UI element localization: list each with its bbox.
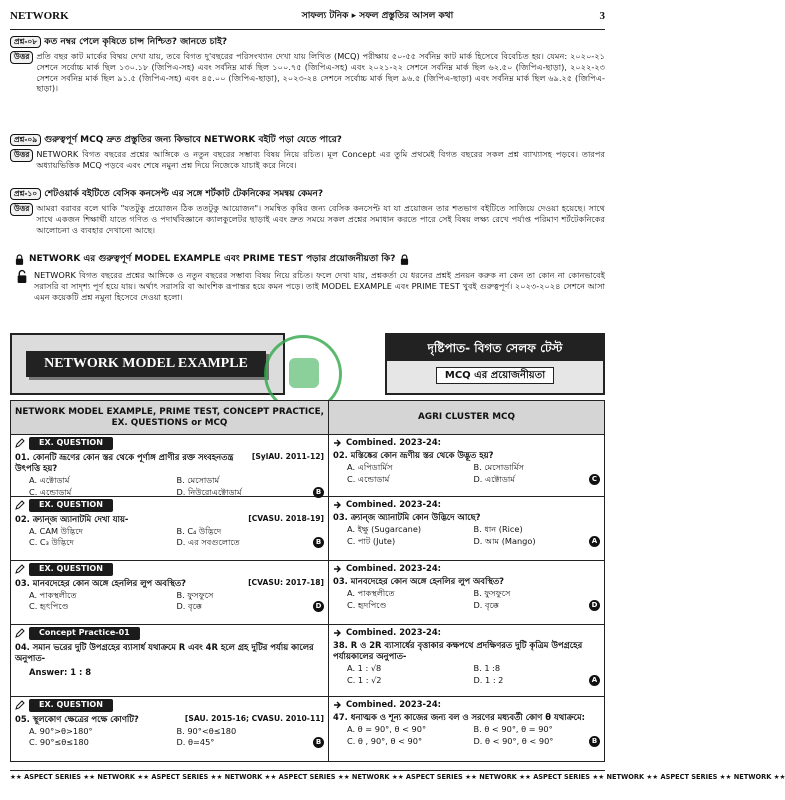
qa-item <box>10 188 605 235</box>
arrow-icon <box>333 439 342 447</box>
banner-right-title: দৃষ্টিপাত- বিগত সেলফ টেস্ট <box>387 335 603 361</box>
banner-right <box>385 333 605 395</box>
lock-icon <box>15 254 24 265</box>
option-b: B. ধান (Rice) <box>473 524 523 535</box>
question-type-chip: EX. QUESTION <box>29 699 113 712</box>
exam-label: Combined. 2023-24: <box>346 627 442 637</box>
page-footer: ★★ ASPECT SERIES ★★ NETWORK ★★ ASPECT SERIES ★★ NETWORK ★★ ASPECT SERIES ★★ NETWORK ★★ ASPECT SERIES ★★ NETWORK ★★ ASPECT SERIES ★★ NETWORK ★★ ASPECT SERIES ★★ NETWORK ★★ <box>10 770 605 782</box>
option-a: A. এক্টোডার্ম <box>29 474 70 485</box>
table-cell-left <box>11 697 329 761</box>
answer-badge: A <box>589 536 600 547</box>
option-d: D. এর সবগুলোতে <box>176 537 240 548</box>
importance-heading: NETWORK এর গুরুত্বপূর্ণ MODEL EXAMPLE এবং PRIME TEST পড়ার প্রয়োজনীয়তা কি? <box>29 254 396 264</box>
option-d: D. বৃক্কে <box>176 601 202 612</box>
option-c: C. হৃদপিণ্ডে <box>347 600 387 611</box>
option-c: C. পাট (Jute) <box>347 536 396 547</box>
answer-badge: A <box>589 675 600 686</box>
exam-label: Combined. 2023-24: <box>346 563 442 573</box>
table-cell-right <box>329 625 604 697</box>
exam-label: Combined. 2023-24: <box>346 437 442 447</box>
option-c: C. θ , 90°, θ < 90° <box>347 736 423 747</box>
option-d: D. 1 : 2 <box>473 675 504 686</box>
lock-icon <box>400 254 409 265</box>
option-d: D. নিউরোএক্টোডার্ম <box>176 486 242 497</box>
question-text: গুরুত্বপূর্ণ MCQ দ্রুত প্রস্তুতির জন্য কিভাবে NETWORK বইটি পড়া যেতে পারে? <box>44 135 342 145</box>
answer-badge: C <box>589 474 600 485</box>
arrow-icon <box>333 565 342 573</box>
answer-badge: D <box>589 600 600 611</box>
banner-left <box>10 333 285 395</box>
table-cell-right <box>329 561 604 625</box>
question-text: 02. মস্তিষ্কের কোন ভ্রূণীয় স্তর থেকে উদ্ভূত হয়? <box>333 450 494 461</box>
page-number: 3 <box>599 10 605 23</box>
question-tag: প্রশ্ন-০৯ <box>10 134 41 146</box>
option-b: B. মেসোডার্মিস <box>473 462 524 473</box>
table-cell-left <box>11 561 329 625</box>
comparison-table <box>10 400 605 762</box>
answer-badge: B <box>313 737 324 748</box>
question-text: 03. মানবদেহের কোন অঙ্গে হেনলির লুপ অবস্থিত? <box>15 577 187 588</box>
option-d: D. θ=45° <box>176 737 215 748</box>
banner-right-subtitle: MCQ এর প্রয়োজনীয়তা <box>436 367 554 384</box>
option-a: A. পাকস্থলীতে <box>347 588 395 599</box>
qa-item <box>10 134 605 171</box>
option-d: D. θ < 90°, θ < 90° <box>473 736 554 747</box>
pencil-icon <box>15 564 25 574</box>
answer-tag: উত্তর <box>10 203 33 216</box>
question-text: শেটওয়ার্ক বইটিতে বেসিক কনসেপ্ট এর সঙ্গে শর্টকাট টেকনিকের সমন্বয় কেমন? <box>44 189 324 199</box>
option-a: A. θ = 90°, θ < 90° <box>347 724 427 735</box>
option-c: C. এন্ডোডার্ম <box>347 474 390 485</box>
question-text: 38. R ও 2R ব্যাসার্ধের বৃত্তাকার কক্ষপথে প্রদক্ষিণরত দুটি কৃত্রিম উপগ্রহের পর্যায়কালের অনুপাত- <box>333 640 583 662</box>
answer-badge: B <box>313 487 324 498</box>
option-b: B. 90°<θ≤180 <box>176 725 237 736</box>
option-b: B. θ < 90°, θ = 90° <box>473 724 553 735</box>
option-b: B. 1 :8 <box>473 663 501 674</box>
question-text: কত নম্বর পেলে কৃষিতে চান্স নিশ্চিত? জানতে চাই? <box>44 37 228 47</box>
answer-tag: উত্তর <box>10 51 33 64</box>
option-a: A. 90°>θ>180° <box>29 725 93 736</box>
table-cell-right <box>329 497 604 561</box>
importance-section <box>10 254 605 302</box>
right-column-header: AGRI CLUSTER MCQ <box>329 401 604 435</box>
qa-item <box>10 36 605 94</box>
option-a: A. CAM উদ্ভিদে <box>29 525 83 536</box>
table-cell-right <box>329 435 604 497</box>
question-text: 03. ক্র্যান্জ অ্যানাটমি কোন উদ্ভিদে আছে? <box>333 512 481 523</box>
option-a: A. 1 : √8 <box>347 663 382 674</box>
option-a: A. ইক্ষু (Sugarcane) <box>347 524 422 535</box>
table-cell-left <box>11 497 329 561</box>
option-c: C. 90°≤θ≤180 <box>29 737 89 748</box>
exam-label: Combined. 2023-24: <box>346 499 442 509</box>
option-b: B. C₄ উদ্ভিদে <box>176 525 222 536</box>
section-title: NETWORK <box>10 10 69 23</box>
answer-text: আমরা বরাবর বলে থাকি "যতটুকু প্রয়োজন ঠিক ততটুকু আয়োজন"। সমন্বিত কৃষির জন্য বেসিক কনসেপ্ট যা যা প্রয়োজন তার শতভাগ বইটিতে সাজিয়ে দেওয়া হয়েছে। সাথে সাথে একজন শিক্ষার্থী যাতে গণিত ও পদার্থবিজ্ঞানে ক্যালকুলেটর ছাড়াই এবং দ্রুত সময়ে সকল প্রশ্নের সমাধান করতে পারে সেই বিষয় লক্ষ্য রেখে পর্যাপ্ত পরিমাণ শর্টটেকনিকের আলোচনা ও ব্যবহার দেখানো আছে। <box>36 202 605 235</box>
question-text: 01. কোনটি ভ্রূণের কোন স্তর থেকে পূর্ণাঙ্গ প্রাণীর রক্ত সংবহনতন্ত্র উৎপত্তি হয়? <box>15 451 234 473</box>
answer-badge: B <box>313 537 324 548</box>
question-text: 05. স্থূলকোণ ক্ষেত্রের পক্ষে কোণটি? <box>15 713 139 724</box>
option-b: B. ফুসফুসে <box>473 588 511 599</box>
question-source: [CVASU. 2018-19] <box>248 513 324 523</box>
answer-badge: D <box>313 601 324 612</box>
exam-label: Combined. 2023-24: <box>346 699 442 709</box>
answer-tag: উত্তর <box>10 149 33 162</box>
pencil-icon <box>15 700 25 710</box>
option-c: C. হৃৎপিণ্ডে <box>29 601 69 612</box>
answer-badge: B <box>589 736 600 747</box>
table-cell-left <box>11 625 329 697</box>
question-tag: প্রশ্ন-০৮ <box>10 36 41 48</box>
arrow-icon <box>333 701 342 709</box>
option-b: B. মেসোডার্ম <box>176 474 220 485</box>
option-c: C. C₃ উদ্ভিদে <box>29 537 74 548</box>
pencil-icon <box>15 438 25 448</box>
question-text: 47. ধনাত্মক ও শূন্য কাজের জন্য বল ও সরণের মধ্যবর্তী কোণ θ যথাক্রমে: <box>333 712 585 723</box>
question-text: 02. ক্র্যান্জ অ্যানাটমি দেখা যায়- <box>15 513 129 524</box>
option-b: B. ফুসফুসে <box>176 589 214 600</box>
question-text: 04. সমান ভরের দুটি উপগ্রহের ব্যাসার্ধ যথাক্রমে R এবং 4R হলে গ্রহ দুটির পর্যায় কালের অনুপাত- <box>15 641 314 663</box>
question-text: 03. মানবদেহের কোন অঙ্গে হেনলির লুপ অবস্থিত? <box>333 576 505 587</box>
answer-text: প্রতি বছর কাট মার্কের বিষ্ময় দেখা যায়, তবে বিগত দু'বছরের পরিসংখ্যান দেখা যায় লিখিত (MCQ) পরীক্ষায় ৫০-৫৫ সর্বনিম্ন কাট মার্ক হিসেবে বিবেচিত হয়। যেমন: ২০২০-২১ সেশনে সর্বোচ্চ মার্ক ছিল ১৩০.১৮ (জিপিএ-সহ) এবং সর্বনিম্ন মার্ক ছিল ১০০.৭৫ (জিপিএ-সহ) এবং ২০২১-২২ সেশনে সর্বনিম্ন মার্ক ছিল ৬২.৫০ (জিপিএ-ছাড়া), ২০২২-২৩ সেশনে সর্বনিম্ন মার্ক ছিল ৯১.৫ (জিপিএ-সহ) এবং ৪৫.০০ (জিপিএ-ছাড়া), ২০২৩-২৪ সেশনে সর্বোচ্চ মার্ক ছিল ৯৬.৫ (জিপিএ-ছাড়া) এবং সর্বনিম্ন মার্ক ছিল ৬৯.২৫ (জিপিএ-ছাড়া)। <box>36 50 605 94</box>
arrow-icon <box>333 501 342 509</box>
question-source: [SAU. 2015-16; CVASU. 2010-11] <box>184 713 324 723</box>
table-cell-right <box>329 697 604 761</box>
option-a: A. পাকস্থলীতে <box>29 589 77 600</box>
left-column-header: NETWORK MODEL EXAMPLE, PRIME TEST, CONCEPT PRACTICE, EX. QUESTIONS or MCQ <box>11 401 329 435</box>
answer-text: NETWORK বিগত বছরের প্রশ্নের আঙ্গিকে ও নতুন বছরের সম্ভাব্য বিষয় নিয়ে রচিত। মূল Concept এর তুমি প্রথমেই বিগত বছরের সকল প্রশ্ন ব্যাখ্যাসহ পড়বে। তারপর অধ্যায়ভিত্তিক MCQ পড়বে এবং শেষে নমুনা প্রশ্ন দিয়ে নিজেকে যাচাই করে নিবে। <box>36 148 605 170</box>
pencil-icon <box>15 500 25 510</box>
option-d: D. এক্টোডার্ম <box>473 474 515 485</box>
arrow-icon <box>333 629 342 637</box>
option-a: A. এপিডার্মিস <box>347 462 393 473</box>
question-type-chip: EX. QUESTION <box>29 563 113 576</box>
option-d: D. বৃক্কে <box>473 600 499 611</box>
importance-text: NETWORK বিগত বছরের প্রশ্নের আঙ্গিকে ও নতুন বছরের সম্ভাব্য বিষয় নিয়ে রচিত। ফলে দেখা যায়, প্রশ্নকর্তা যে ধরনের প্রশ্নই প্রনয়ন করুক না কেন তা কোন না কোনভাবেই সরাসরি বা সাদৃশ্য পূর্ণ হয়ে যায়। অর্থাৎ সরাসরি বা আংশিক রূপান্তর হয়ে কমন পড়ে। তাই MODEL EXAMPLE এবং PRIME TEST খুবই গুরুত্বপূর্ণ। ২০২৩-২০২৪ সেশনে আসা এমন কয়েকটি প্রশ্ন নমুনা হিসেবে দেওয়া হলো। <box>34 269 605 302</box>
answer-text: Answer: 1 : 8 <box>29 666 92 677</box>
question-type-chip: Concept Practice-01 <box>29 627 140 640</box>
question-tag: প্রশ্ন-১০ <box>10 188 41 200</box>
running-title: সাফল্য টনিক ▸ সফল প্রস্তুতির আসল কথা <box>301 10 454 21</box>
table-cell-left <box>11 435 329 497</box>
banner-left-title: NETWORK MODEL EXAMPLE <box>26 351 266 377</box>
question-source: [SylAU. 2011-12] <box>251 451 324 461</box>
option-c: C. এন্ডোডার্ম <box>29 486 72 497</box>
pencil-icon <box>15 628 25 638</box>
question-type-chip: EX. QUESTION <box>29 499 113 512</box>
question-source: [CVASU: 2017-18] <box>248 577 324 587</box>
question-type-chip: EX. QUESTION <box>29 437 113 450</box>
unlock-icon <box>16 270 28 283</box>
option-c: C. 1 : √2 <box>347 675 382 686</box>
page-header <box>10 4 605 30</box>
option-d: D. আম (Mango) <box>473 536 536 547</box>
